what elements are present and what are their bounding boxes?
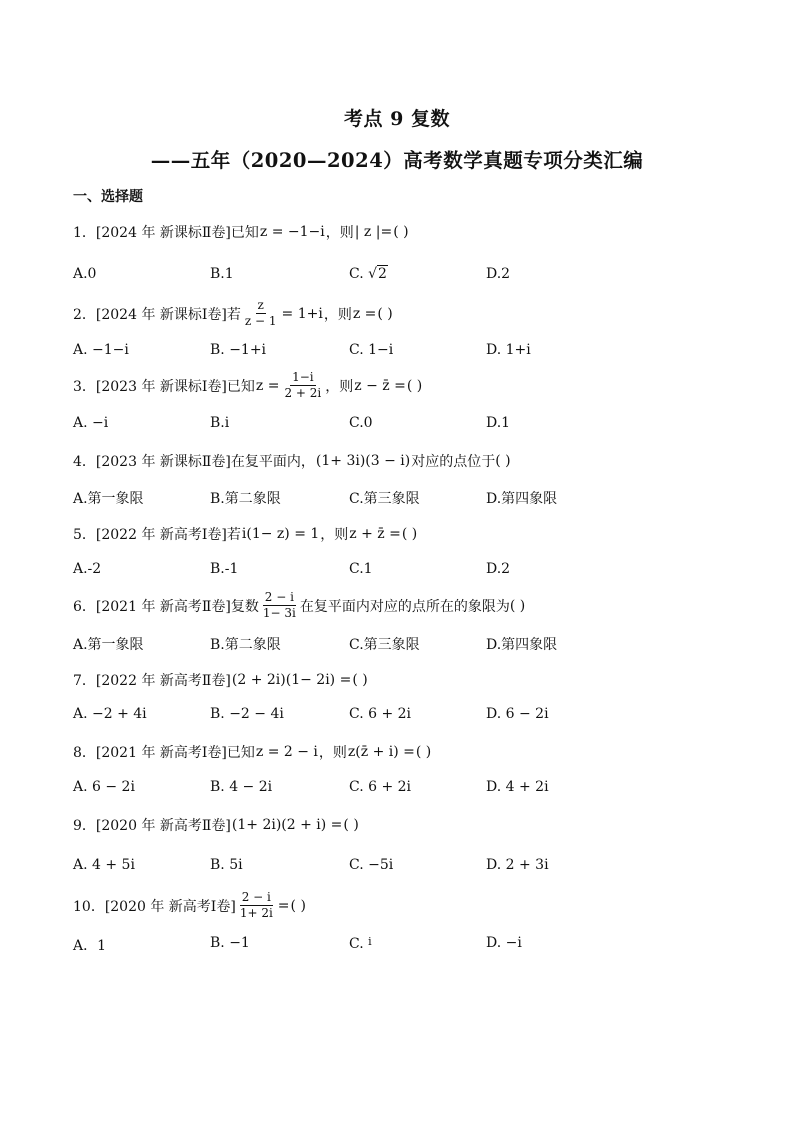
question-9-prefix: 9．[2020 年 新高考Ⅱ卷] (73, 818, 231, 834)
question-1 (73, 222, 409, 242)
option-c-label: C. (349, 936, 364, 952)
option-a: A. −i (73, 415, 109, 431)
question-3-bracket: ( ) (406, 377, 423, 394)
question-9-bracket: ( ) (343, 817, 359, 833)
option-d: D.第四象限 (486, 491, 558, 507)
question-7 (73, 670, 368, 690)
question-5-options (73, 561, 693, 581)
question-2-expr: = 1+i (281, 305, 323, 322)
question-4-mid: 对应的点位于 (411, 454, 496, 470)
option-b: B. −1+i (210, 342, 267, 358)
option-c (349, 935, 372, 952)
question-6-mid: 在复平面内对应的点所在的象限为 (299, 598, 510, 615)
question-5-expr2: z + z̄ = (349, 526, 401, 542)
question-10-prefix: 10．[2020 年 新高考Ⅰ卷] (73, 898, 236, 915)
fraction-numerator: z (257, 298, 264, 312)
option-c: C.0 (349, 415, 373, 431)
question-1-expr2: | z |= (354, 224, 393, 240)
option-a: A. −2 + 4i (73, 706, 147, 722)
question-2-prefix: 2．[2024 年 新课标Ⅰ卷]若 (73, 306, 241, 323)
option-b: B. −2 − 4i (210, 706, 284, 722)
fraction-numerator: 1−i (292, 370, 314, 384)
option-c (349, 266, 388, 282)
question-10-expr: = (277, 897, 290, 914)
question-2-mid: ，则 (323, 306, 352, 323)
question-4 (73, 451, 511, 471)
question-10 (73, 890, 306, 921)
question-1-options (73, 266, 693, 286)
question-4-options (73, 488, 693, 508)
option-b: B.-1 (210, 561, 239, 577)
question-8-prefix: 8．[2021 年 新高考Ⅰ卷]已知 (73, 745, 255, 761)
question-6-options (73, 634, 693, 654)
option-c: C.第三象限 (349, 491, 420, 507)
option-b: B.i (210, 415, 230, 431)
fraction-denominator: z − 1 (244, 314, 277, 328)
question-8-expr2: z(z̄ + i) = (347, 744, 415, 760)
section-heading: 一、选择题 (73, 189, 143, 205)
question-3 (73, 370, 422, 401)
sqrt-radicand: 2 (378, 266, 387, 282)
option-d: D. −i (486, 935, 522, 951)
question-8-mid: ，则 (318, 745, 347, 761)
question-5-expr: i(1− z) = 1 (241, 526, 320, 542)
question-5-prefix: 5．[2022 年 新高考Ⅰ卷]若 (73, 527, 241, 543)
option-a: A.第一象限 (73, 637, 144, 653)
fraction-denominator: 1+ 2i (239, 906, 273, 920)
question-2-fraction (243, 298, 279, 329)
question-1-prefix: 1．[2024 年 新课标Ⅱ卷]已知 (73, 225, 259, 241)
question-10-fraction (238, 890, 275, 921)
title-line-1: 考点 9 复数 (344, 108, 450, 130)
option-b: B. 5i (210, 857, 243, 873)
sqrt-sign: √ (368, 266, 378, 282)
question-5 (73, 524, 417, 544)
option-a: A.第一象限 (73, 491, 144, 507)
question-8 (73, 742, 431, 762)
option-c: C. −5i (349, 857, 394, 873)
option-c: C. 1−i (349, 342, 394, 358)
option-c: C.第三象限 (349, 637, 420, 653)
question-2 (73, 298, 393, 329)
option-d: D. 2 + 3i (486, 857, 549, 873)
option-b: B.1 (210, 266, 234, 282)
question-3-expr: z = (255, 377, 280, 394)
option-c: C. 6 + 2i (349, 779, 412, 795)
option-d: D.2 (486, 266, 511, 282)
fraction-denominator: 1− 3i (262, 606, 296, 620)
question-6-prefix: 6．[2021 年 新高考Ⅱ卷]复数 (73, 598, 259, 615)
sqrt-symbol (368, 266, 388, 282)
option-a: A.-2 (73, 561, 102, 577)
option-b: B. −1 (210, 935, 250, 951)
question-7-prefix: 7．[2022 年 新高考Ⅱ卷] (73, 673, 231, 689)
fraction-denominator: 2 + 2i (284, 386, 322, 400)
option-a: A.0 (73, 266, 97, 282)
question-5-bracket: ( ) (401, 526, 418, 542)
question-1-mid: ，则 (325, 225, 354, 241)
option-d: D. 6 − 2i (486, 706, 549, 722)
option-d: D.第四象限 (486, 637, 558, 653)
question-9-options (73, 857, 693, 877)
question-3-fraction (282, 370, 323, 401)
question-3-options (73, 415, 693, 435)
option-b: B. 4 − 2i (210, 779, 273, 795)
question-8-expr: z = 2 − i (255, 744, 318, 760)
question-4-prefix: 4．[2023 年 新课标Ⅱ卷]在复平面内， (73, 454, 315, 470)
question-6-fraction (261, 590, 298, 621)
option-c-label: C. (349, 266, 364, 282)
question-3-prefix: 3．[2023 年 新课标Ⅰ卷]已知 (73, 378, 255, 395)
question-6-bracket: ( ) (509, 597, 526, 614)
question-8-bracket: ( ) (415, 744, 432, 760)
question-3-mid: ，则 (325, 378, 354, 395)
question-5-mid: ，则 (320, 527, 349, 543)
question-2-expr2: z = (352, 305, 377, 322)
option-d: D. 1+i (486, 342, 531, 358)
question-4-bracket: ( ) (495, 453, 511, 469)
option-a: A. −1−i (73, 342, 129, 358)
question-8-options (73, 779, 693, 799)
option-a: A. 6 − 2i (73, 779, 135, 795)
option-b: B.第二象限 (210, 491, 281, 507)
question-3-expr2: z − z̄ = (354, 377, 406, 394)
option-b: B.第二象限 (210, 637, 281, 653)
option-a: A．1 (73, 938, 107, 954)
question-7-expr: (2 + 2i)(1− 2i) = (231, 672, 352, 688)
option-c: C.1 (349, 561, 373, 577)
question-7-bracket: ( ) (352, 672, 368, 688)
question-10-options (73, 935, 693, 955)
question-9-expr: (1+ 2i)(2 + i) = (231, 817, 343, 833)
fraction-numerator: 2 − i (241, 890, 271, 904)
question-1-expr: z = −1−i (259, 224, 325, 240)
question-9 (73, 815, 359, 835)
question-4-expr: (1+ 3i)(3 − i) (315, 453, 411, 469)
option-c: C. 6 + 2i (349, 706, 412, 722)
question-2-bracket: ( ) (377, 305, 393, 322)
question-6 (73, 590, 525, 621)
title-line-2: ——五年（2020—2024）高考数学真题专项分类汇编 (150, 149, 644, 172)
option-c-value: i (368, 935, 372, 948)
option-d: D.2 (486, 561, 511, 577)
question-10-bracket: ( ) (290, 897, 306, 914)
question-2-options (73, 342, 693, 362)
fraction-numerator: 2 − i (264, 590, 294, 604)
question-7-options (73, 706, 693, 726)
option-d: D. 4 + 2i (486, 779, 549, 795)
option-d: D.1 (486, 415, 511, 431)
question-1-bracket: ( ) (393, 224, 409, 240)
option-a: A. 4 + 5i (73, 857, 135, 873)
